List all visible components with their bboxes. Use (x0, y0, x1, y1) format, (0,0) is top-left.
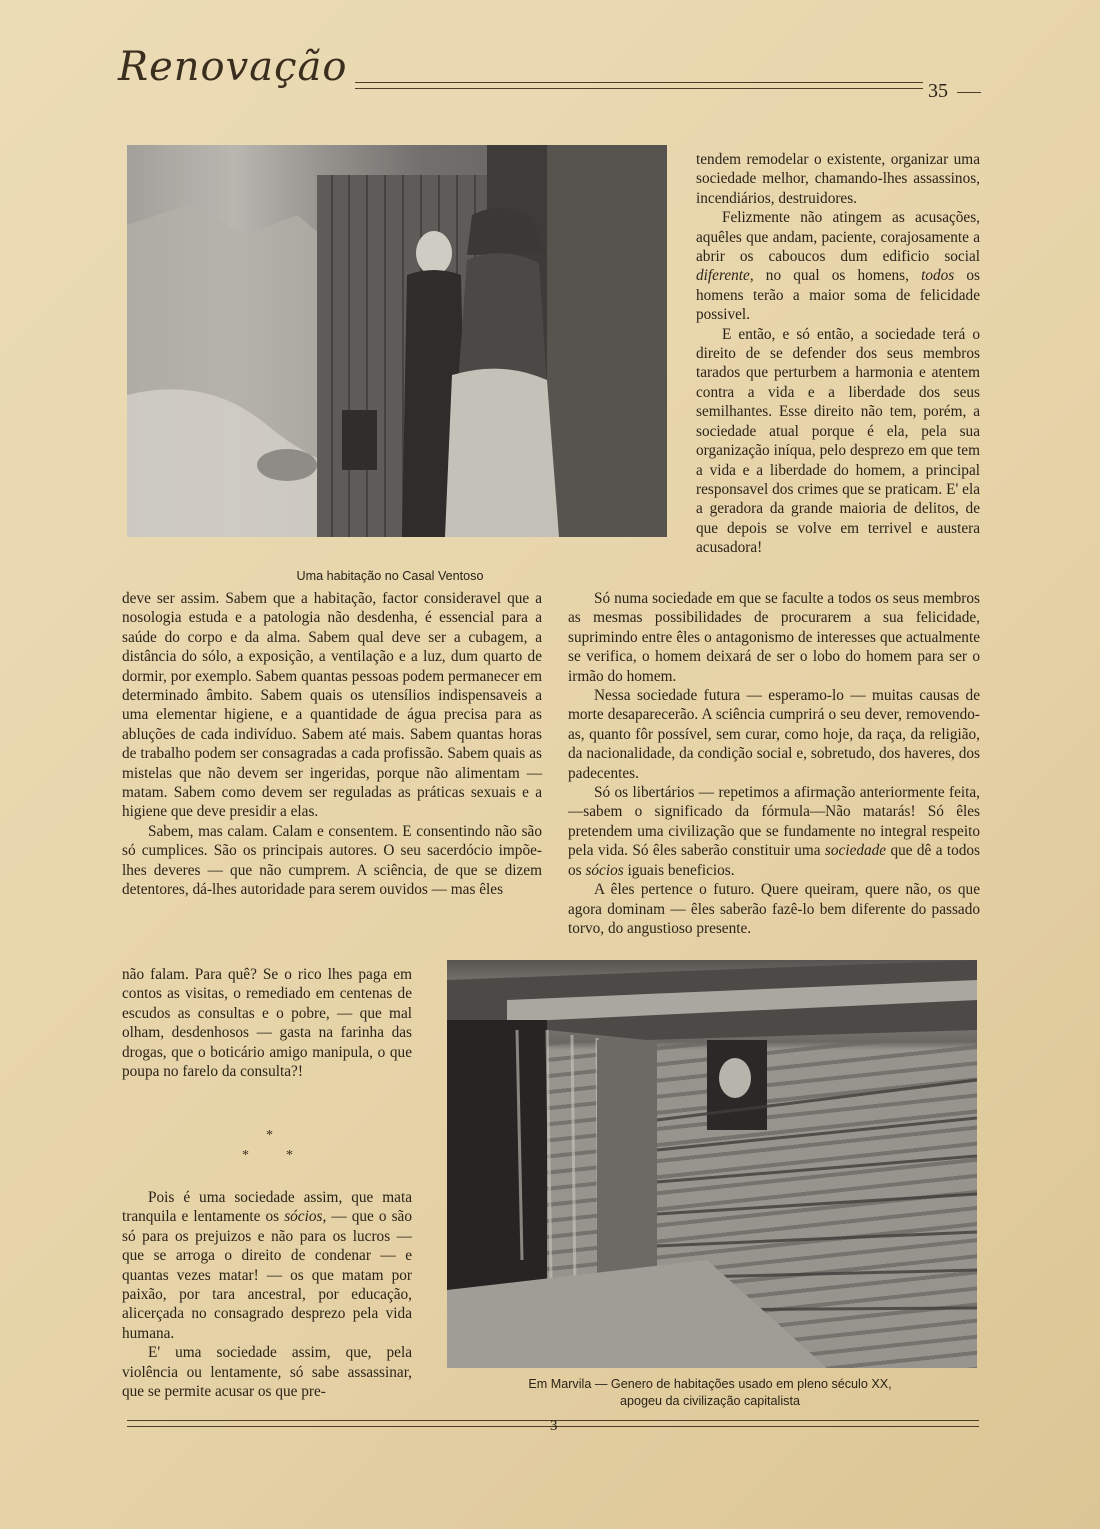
masthead-logo: Renovação (118, 44, 348, 90)
photo-marvila-illustration (447, 960, 977, 1368)
paragraph: não falam. Para quê? Se o rico lhes paga em contos as visitas, o remediado em centenas de escudos as consultas e o pobre, — que mal olham, desdenhosos — gasta na farinha das drogas, que o boticário amigo manipula, o que poupa no farelo da consulta?! (122, 966, 412, 1081)
page-number: 35 (928, 80, 948, 102)
left-narrow-column-bottom (122, 1188, 412, 1401)
paragraph: deve ser assim. Sabem que a habitação, factor consideravel que a nosologia estuda e a patologia não desdenha, é essencial para a saúde do corpo e da alma. Sabem qual deve ser a cubagem, a distância do sólo, a exposição, a ventilação e a luz, dum quarto de dormir, por exemplo. Sabem quantas pessoas podem permanecer em determinado âmbito. Sabem quais os utensílios indispensaveis a uma elementar higiene, e a quantidade de água precisa para as abluções de cada indivíduo. Sabem até mais. Sabem quantas horas de trabalho podem ser consagradas a cada profissão. Sabem quais as mistelas que não devem ser ingeridas, porque não alimentam — matam. Sabem como devem ser reguladas as práticas sexuais e a higiene que deve presidir a elas. (122, 590, 542, 821)
paragraph: Só numa sociedade em que se faculte a todos os seus membros as mesmas possibilidades de procurarem a sua felicidade, suprimindo entre êles o antagonismo de interesses que actualmente se verifica, o homem deixará de ser o lobo do homem para ser o irmão do homem. (568, 590, 980, 685)
photo-marvila (447, 960, 977, 1368)
bottom-photo-caption (470, 1376, 950, 1410)
top-photo-caption: Uma habitação no Casal Ventoso (296, 569, 484, 583)
paragraph: Nessa sociedade futura — esperamo-lo — muitas causas de morte desaparecerão. A sciência cumprirá o seu dever, removendo-as, quanto fôr possível, sem curar, como hoje, da raça, da religião, da nacionalidade, da condição social e, sobretudo, dos haveres, dos padecentes. (568, 687, 980, 782)
footer-page-number: 3 (550, 1418, 558, 1434)
photo-casal-ventoso (127, 145, 667, 537)
separator-asterisk-right: * (286, 1148, 293, 1163)
paragraph: Pois é uma sociedade assim, que mata tranquila e lentamente os sócios, — que o são só para os prejuizos e não para os lucros — que se arroga o direito de condenar — e quantas vezes matar! — os que matam por paixão, por tara ancestral, por educação, alicerçada no consagrado desprezo pela vida humana. (122, 1189, 412, 1342)
header-tail-rule (957, 92, 981, 93)
header-rule (355, 82, 923, 89)
separator-asterisk-top: * (266, 1128, 273, 1143)
paragraph: tendem remodelar o existente, organizar uma sociedade melhor, chamando-lhes assassinos, incendiários, destruidores. (696, 151, 980, 207)
left-column (122, 589, 542, 900)
bottom-caption-line2: apogeu da civilização capitalista (620, 1394, 800, 1408)
bottom-caption-line1: Em Marvila — Genero de habitações usado em pleno século XX, (528, 1377, 892, 1391)
right-column-top (696, 150, 980, 558)
paragraph: Felizmente não atingem as acusações, aquêles que andam, paciente, corajosamente a abrir os caboucos dum edificio social diferente, no qual os homens, todos os homens terão a maior soma de felicidade possivel. (696, 209, 980, 324)
paragraph: Sabem, mas calam. Calam e consentem. E consentindo não são só cumplices. São os principais autores. O seu sacerdócio impõe-lhes deveres — que não cumprem. A sciência, de que se dizem detentores, dá-lhes autoridade para serem ouvidos — mas êles (122, 822, 542, 899)
paragraph: A êles pertence o futuro. Quere queiram, quere não, os que agora dominam — êles saberão fazê-lo bem diferente do passado torvo, do angustioso presente. (568, 881, 980, 937)
left-narrow-column (122, 965, 412, 1081)
photo-casal-ventoso-illustration (127, 145, 667, 537)
right-column-wide (568, 589, 980, 938)
paragraph: E' uma sociedade assim, que, pela violência ou lentamente, só sabe assassinar, que se permite acusar os que pre- (122, 1344, 412, 1401)
paragraph: Só os libertários — repetimos a afirmação anteriormente feita,—sabem o significado da fórmula—Não matarás! Só êles pretendem uma civilização que se fundamente no integral respeito pela vida. Só êles saberão constituir uma sociedade que dê a todos os sócios iguais beneficios. (568, 784, 980, 879)
separator-asterisk-left: * (242, 1148, 249, 1163)
paragraph: E então, e só então, a sociedade terá o direito de se defender dos seus membros tarados que perturbem a harmonia e atentem contra a vida e a liberdade dos seus semilhantes. Esse direito não tem, porém, a sociedade atual porque é ela, pela sua organização iníqua, pelo desprezo em que tem a vida e a liberdade do homem, a principal responsavel dos crimes que se praticam. E' ela a geradora da grande maioria de delitos, de que depois se volve em terrivel e austera acusadora! (696, 325, 980, 557)
